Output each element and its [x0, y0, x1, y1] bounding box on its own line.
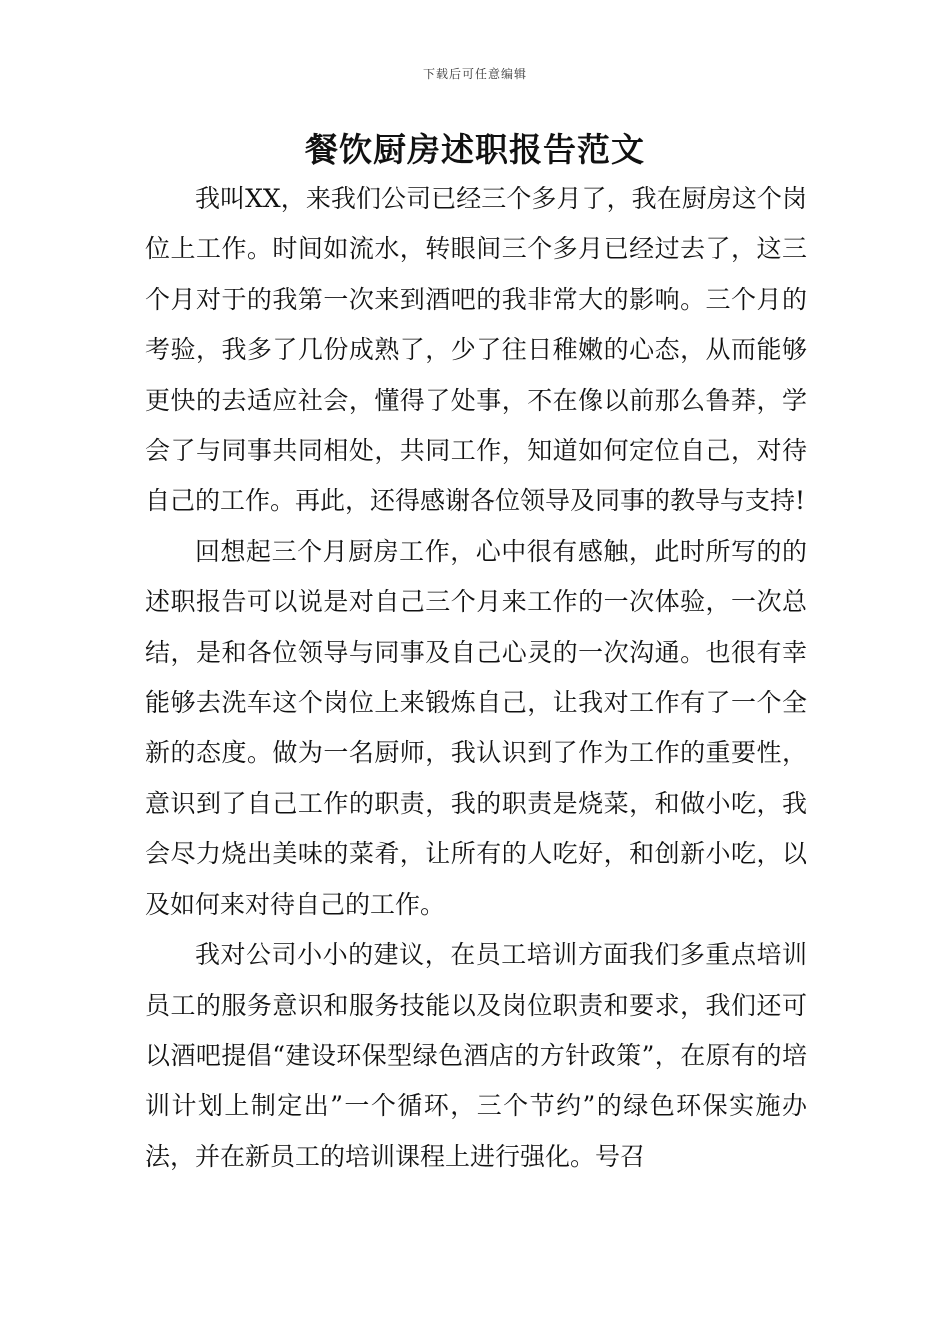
document-title: 餐饮厨房述职报告范文	[305, 130, 645, 169]
paragraph-3: 我对公司小小的建议，在员工培训方面我们多重点培训员工的服务意识和服务技能以及岗位职责和要求，我们还可以酒吧提倡“建设环保型绿色酒店的方针政策”，在原有的培训计划上制定出”一个循环，三个节约”的绿色环保实施办法，并在新员工的培训课程上进行强化。号召	[145, 940, 807, 1171]
document-body	[145, 174, 807, 1182]
paragraph-1: 我叫XX，来我们公司已经三个多月了，我在厨房这个岗位上工作。时间如流水，转眼间三个多月已经过去了，这三个月对于的我第一次来到酒吧的我非常大的影响。三个月的考验，我多了几份成熟了，少了往日稚嫩的心态，从而能够更快的去适应社会，懂得了处事，不在像以前那么鲁莽，学会了与同事共同相处，共同工作，知道如何定位自己，对待自己的工作。再此，还得感谢各位领导及同事的教导与支持!	[145, 184, 807, 516]
header-note: 下载后可任意编辑	[422, 67, 527, 81]
paragraph-2: 回想起三个月厨房工作，心中很有感触，此时所写的的述职报告可以说是对自己三个月来工作的一次体验，一次总结，是和各位领导与同事及自己心灵的一次沟通。也很有幸能够去洗车这个岗位上来锻炼自己，让我对工作有了一个全新的态度。做为一名厨师，我认识到了作为工作的重要性，意识到了自己工作的职责，我的职责是烧菜，和做小吃，我会尽力烧出美味的菜肴，让所有的人吃好，和创新小吃，以及如何来对待自己的工作。	[145, 536, 807, 919]
